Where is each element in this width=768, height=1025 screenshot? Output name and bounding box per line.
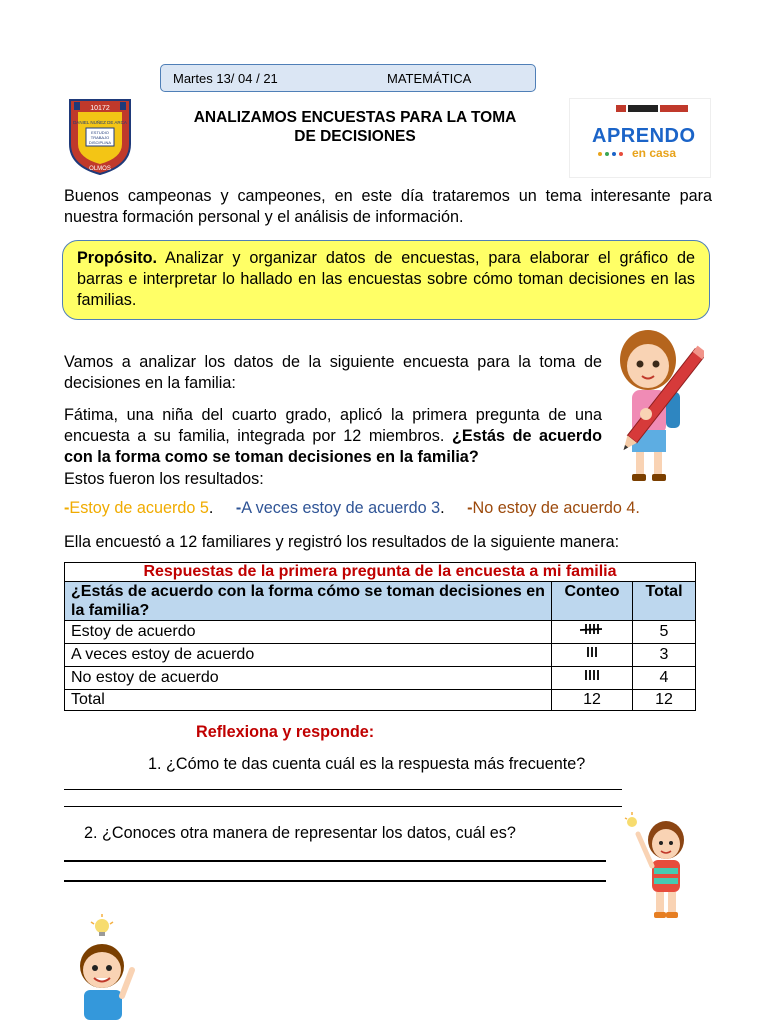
school-motto-3: DISCIPLINA <box>88 140 112 145</box>
results-intro: Estos fueron los resultados: <box>64 470 264 488</box>
recorded-paragraph: Ella encuestó a 12 familiares y registró los resultados de la siguiente manera: <box>64 533 620 551</box>
fatima-text: Fátima, una niña del cuarto grado, aplicó la primera pregunta de una encuesta a su familia, integrada por 12 miembros. <box>64 406 602 445</box>
row-total: 5 <box>633 621 696 644</box>
answer-line[interactable] <box>64 880 606 882</box>
answer-line[interactable] <box>64 789 622 790</box>
table-row <box>65 644 696 667</box>
row-total: 4 <box>633 667 696 690</box>
school-number: 10172 <box>90 105 110 112</box>
school-logo <box>66 94 134 176</box>
date-bar <box>160 64 536 92</box>
row-answer: No estoy de acuerdo <box>65 667 552 690</box>
aprendo-word: APRENDO <box>592 125 696 147</box>
row-answer: A veces estoy de acuerdo <box>65 644 552 667</box>
footer-count: 12 <box>552 690 633 711</box>
question-1: 1. ¿Cómo te das cuenta cuál es la respuesta más frecuente? <box>148 755 586 773</box>
school-motto-1: ESTUDIO <box>91 130 109 135</box>
results-options: -Estoy de acuerdo 5. -A veces estoy de acuerdo 3. -No estoy de acuerdo 4. <box>64 499 640 517</box>
purpose-text: Analizar y organizar datos de encuestas, para elaborar el gráfico de barras e interpretar lo hallado en las encuestas sobre cómo toman decisiones en las familias. <box>77 249 695 309</box>
survey-table <box>64 562 696 711</box>
title-line-1: ANALIZAMOS ENCUESTAS PARA LA TOMA <box>193 109 517 126</box>
fatima-paragraph <box>64 405 602 468</box>
option-sometimes: -A veces estoy de acuerdo 3 <box>235 499 441 517</box>
subject-label: MATEMÁTICA <box>387 71 472 86</box>
header-count: Conteo <box>552 582 633 621</box>
purpose-box <box>62 240 710 320</box>
purpose-label: Propósito. <box>77 249 158 267</box>
table-header-row <box>65 582 696 621</box>
school-motto-2: TRABAJO <box>90 135 110 140</box>
option-agree: -Estoy de acuerdo 5 <box>64 499 209 517</box>
tally-marks <box>552 621 633 644</box>
aprendo-sub: en casa <box>632 146 677 160</box>
row-total: 3 <box>633 644 696 667</box>
girl-idea-illustration <box>624 810 700 922</box>
tally-marks <box>552 644 633 667</box>
page-title <box>150 108 560 146</box>
school-name: DANIEL NUÑEZ DE ARCA <box>73 120 127 125</box>
table-row <box>65 621 696 644</box>
table-footer-row <box>65 690 696 711</box>
header-question: ¿Estás de acuerdo con la forma cómo se toman decisiones en la familia? <box>65 582 552 621</box>
tally-marks <box>552 667 633 690</box>
date-label: Martes 13/ 04 / 21 <box>173 71 278 86</box>
answer-line[interactable] <box>64 806 622 807</box>
option-disagree: -No estoy de acuerdo 4. <box>467 499 640 517</box>
reflect-heading: Reflexiona y responde: <box>196 723 375 741</box>
header-total: Total <box>633 582 696 621</box>
question-2: 2. ¿Conoces otra manera de representar los datos, cuál es? <box>84 824 516 842</box>
survey-question: ¿Estás de acuerdo con la forma como se toman decisiones en la familia? <box>64 427 602 466</box>
row-answer: Estoy de acuerdo <box>65 621 552 644</box>
table-row <box>65 667 696 690</box>
intro-paragraph: Buenos campeonas y campeones, en este día trataremos un tema interesante para nuestra formación personal y el análisis de información. <box>64 187 712 226</box>
boy-idea-illustration <box>76 912 146 1020</box>
aprendo-logo <box>570 99 710 177</box>
footer-label: Total <box>65 690 552 711</box>
answer-line[interactable] <box>64 860 606 862</box>
analyze-paragraph: Vamos a analizar los datos de la siguiente encuesta para la toma de decisiones en la familia: <box>64 353 602 392</box>
girl-with-pencil-illustration <box>608 326 704 486</box>
tally-strike <box>580 629 602 630</box>
title-line-2: DE DECISIONES <box>294 128 416 145</box>
table-caption: Respuestas de la primera pregunta de la encuesta a mi familia <box>65 563 696 582</box>
footer-total: 12 <box>633 690 696 711</box>
school-town: OLMOS <box>89 166 111 172</box>
